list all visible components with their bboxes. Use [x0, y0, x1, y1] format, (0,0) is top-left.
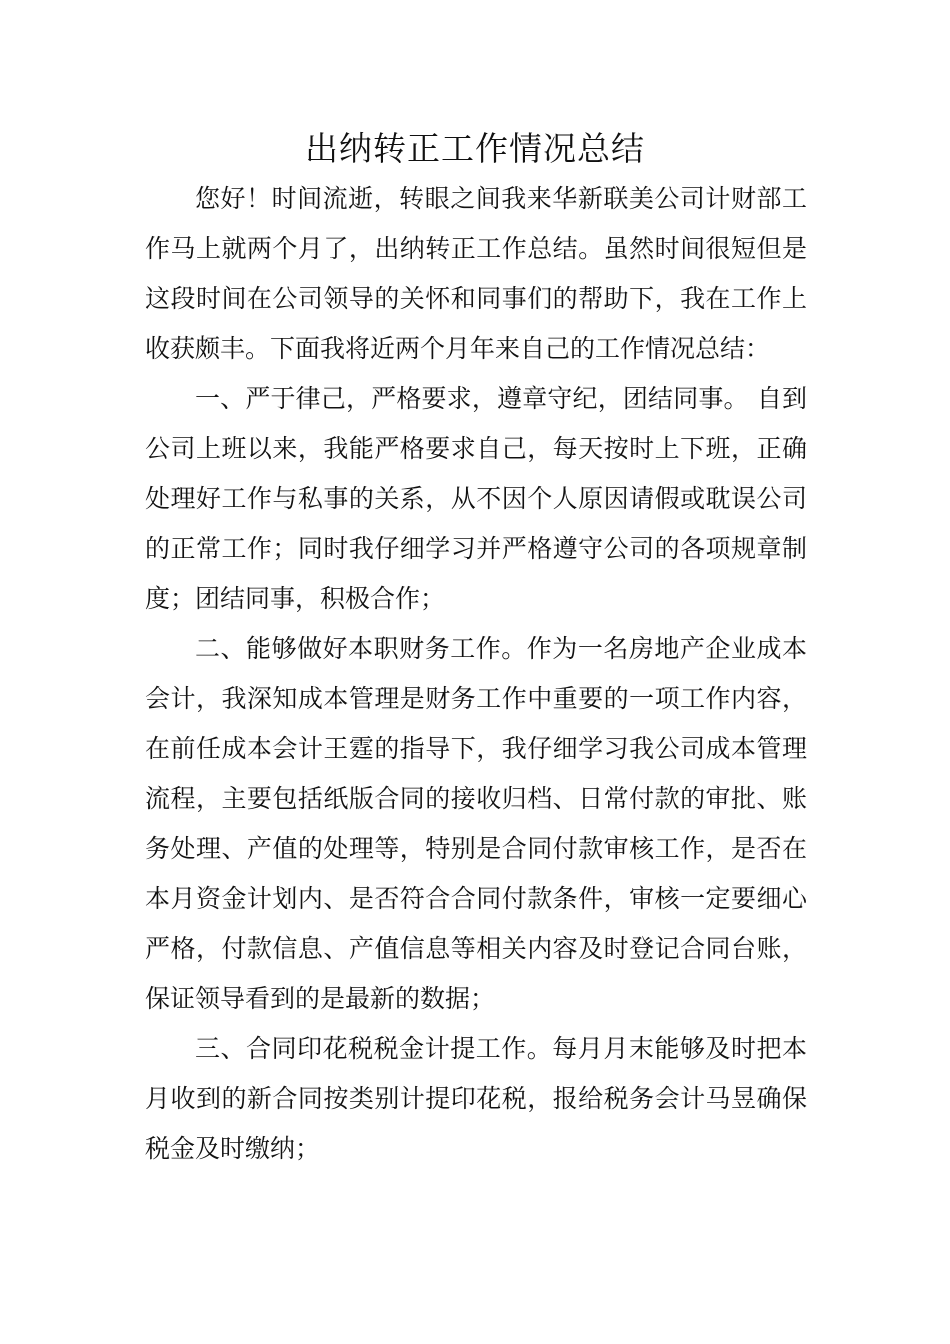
paragraph-discipline: 一、严于律己，严格要求，遵章守纪，团结同事。 自到公司上班以来，我能严格要求自己，每天按时上下班，正确处理好工作与私事的关系，从不因个人原因请假或耽误公司的正常工作；同时我仔细学习并严格遵守公司的各项规章制度；团结同事，积极合作； — [145, 384, 807, 613]
document-body — [145, 174, 807, 1174]
paragraph-stamp-tax: 三、合同印花税税金计提工作。每月月末能够及时把本月收到的新合同按类别计提印花税，报给税务会计马昱确保税金及时缴纳； — [145, 1034, 807, 1163]
paragraph-finance-work: 二、能够做好本职财务工作。作为一名房地产企业成本会计，我深知成本管理是财务工作中重要的一项工作内容，在前任成本会计王霆的指导下，我仔细学习我公司成本管理流程，主要包括纸版合同的接收归档、日常付款的审批、账务处理、产值的处理等，特别是合同付款审核工作，是否在本月资金计划内、是否符合合同付款条件，审核一定要细心严格，付款信息、产值信息等相关内容及时登记合同台账，保证领导看到的是最新的数据； — [145, 634, 807, 1013]
document-title: 出纳转正工作情况总结 — [305, 129, 645, 168]
paragraph-intro: 您好！时间流逝，转眼之间我来华新联美公司计财部工作马上就两个月了，出纳转正工作总结。虽然时间很短但是这段时间在公司领导的关怀和同事们的帮助下，我在工作上收获颇丰。下面我将近两个月年来自己的工作情况总结： — [145, 184, 807, 363]
